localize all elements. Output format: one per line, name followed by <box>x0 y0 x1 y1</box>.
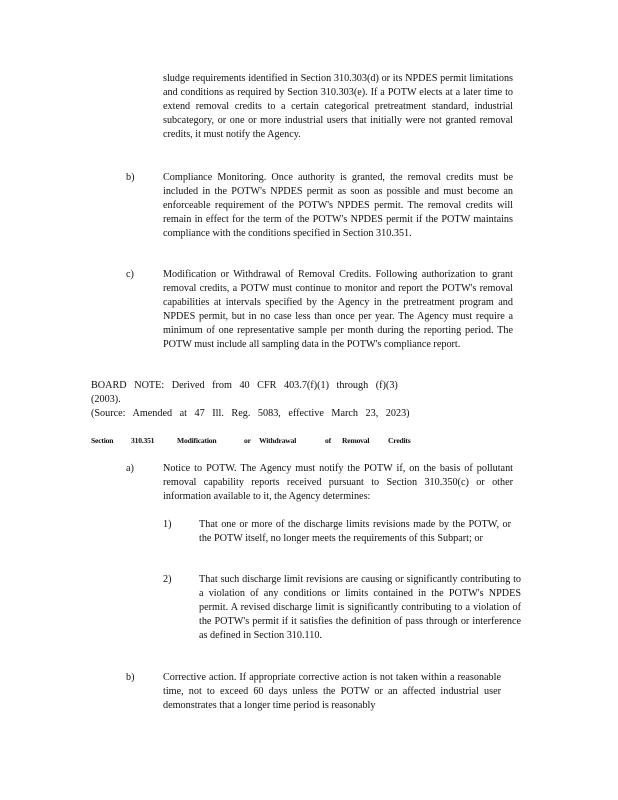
s351-a-2-label: 2) <box>163 574 172 585</box>
paragraph-continuation: sludge requirements identified in Section 310.303(d) or its NPDES permit limitations and conditions as required by Section 310.303(e). If a POTW elects at a later time to extend removal credits to a certain categorical pretreatment standard, industrial subcategory, or one or more industrial users that initially were not granted removal credits, it must notify the Agency. <box>163 73 513 140</box>
section-title-word: Credits <box>388 436 411 445</box>
section-title-word: of <box>325 436 331 445</box>
section-word: Section <box>91 436 114 445</box>
s351-a-1-label: 1) <box>163 519 172 530</box>
section-title-word: Withdrawal <box>259 436 297 445</box>
s351-a-notice-to-potw: Notice to POTW. The Agency must notify the POTW if, on the basis of pollutant removal capability reports received pursuant to Section 310.350(c) or other information available to it, the Agency determines: <box>163 463 513 502</box>
source-note: (Source: Amended at 47 Ill. Reg. 5083, effective March 23, 2023) <box>91 408 410 419</box>
section-title-word: Removal <box>342 436 370 445</box>
item-c-modification-withdrawal: Modification or Withdrawal of Removal Credits. Following authorization to grant removal credits, a POTW must continue to monitor and report the POTW's removal capabilities at intervals specified by the Agency in the pretreatment program and NPDES permit, but in no case less than once per year. The Agency must require a minimum of one representative sample per month during the reporting period. The POTW must include all sampling data in the POTW's compliance report. <box>163 269 513 350</box>
item-b-label: b) <box>126 172 135 183</box>
item-c-label: c) <box>126 269 134 280</box>
s351-a-label: a) <box>126 463 134 474</box>
item-b-compliance-monitoring: Compliance Monitoring. Once authority is granted, the removal credits must be included in the POTW's NPDES permit as soon as possible and must become an enforceable requirement of the POTW's NPDES permit. The removal credits will remain in effect for the term of the POTW's NPDES permit if the POTW maintains compliance with the conditions specified in Section 310.351. <box>163 172 513 239</box>
section-title-word: Modification <box>177 436 217 445</box>
board-note: BOARD NOTE: Derived from 40 CFR 403.7(f)(1) through (f)(3) (2003). <box>91 380 398 405</box>
s351-a-2-text: That such discharge limit revisions are causing or significantly contributing to a violation of any conditions or limits contained in the POTW's NPDES permit. A revised discharge limit is significantly contributing to a violation of the POTW's permit if it satisfies the definition of pass through or interference as defined in Section 310.110. <box>199 574 521 641</box>
s351-a-1-text: That one or more of the discharge limits revisions made by the POTW, or the POTW itself, no longer meets the requirements of this Subpart; or <box>199 519 511 544</box>
s351-b-label: b) <box>126 672 135 683</box>
section-number: 310.351 <box>131 436 155 445</box>
s351-b-corrective-action: Corrective action. If appropriate corrective action is not taken within a reasonable time, not to exceed 60 days unless the POTW or an affected industrial user demonstrates that a longer time period is reasonably <box>163 672 501 711</box>
section-title-word: or <box>244 436 251 445</box>
section-heading <box>0 436 618 448</box>
